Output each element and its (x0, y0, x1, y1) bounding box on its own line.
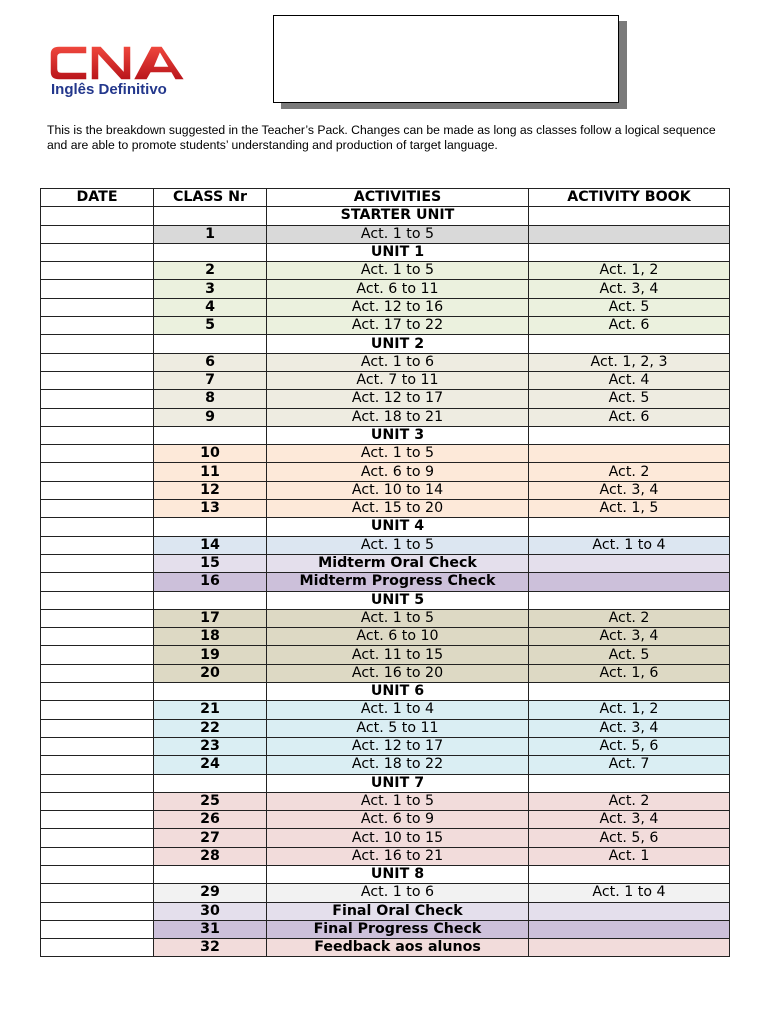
activity-book-cell: Act. 6 (529, 408, 730, 426)
class-nr-cell (154, 683, 267, 701)
class-nr-cell: 9 (154, 408, 267, 426)
activity-book-cell: Act. 5 (529, 298, 730, 316)
activities-cell: Act. 17 to 22 (267, 317, 529, 335)
table-row (41, 811, 730, 829)
activities-cell: Midterm Oral Check (267, 554, 529, 572)
class-nr-cell: 21 (154, 701, 267, 719)
activities-cell: Act. 1 to 5 (267, 792, 529, 810)
class-nr-cell (154, 591, 267, 609)
table-row (41, 609, 730, 627)
activity-book-cell: Act. 2 (529, 463, 730, 481)
table-row (41, 335, 730, 353)
table-row (41, 573, 730, 591)
date-cell (41, 829, 154, 847)
date-cell (41, 536, 154, 554)
table-row (41, 719, 730, 737)
date-cell (41, 737, 154, 755)
activities-cell: Act. 1 to 5 (267, 609, 529, 627)
class-nr-cell: 27 (154, 829, 267, 847)
class-nr-cell: 11 (154, 463, 267, 481)
table-row (41, 518, 730, 536)
class-nr-cell: 20 (154, 664, 267, 682)
date-cell (41, 847, 154, 865)
activity-book-cell (529, 426, 730, 444)
activity-book-cell: Act. 5 (529, 646, 730, 664)
activity-book-cell (529, 902, 730, 920)
activity-book-cell: Act. 5, 6 (529, 737, 730, 755)
header-activities: ACTIVITIES (267, 189, 529, 207)
date-cell (41, 920, 154, 938)
table-row (41, 426, 730, 444)
cna-logo-mark (47, 42, 192, 84)
table-row (41, 865, 730, 883)
activities-cell: Act. 11 to 15 (267, 646, 529, 664)
class-nr-cell: 26 (154, 811, 267, 829)
activity-book-cell: Act. 4 (529, 371, 730, 389)
table-row (41, 628, 730, 646)
date-cell (41, 792, 154, 810)
activity-book-cell (529, 243, 730, 261)
class-nr-cell: 15 (154, 554, 267, 572)
class-nr-cell (154, 774, 267, 792)
activities-cell: UNIT 2 (267, 335, 529, 353)
activities-cell: Feedback aos alunos (267, 939, 529, 957)
date-cell (41, 317, 154, 335)
activities-cell: Act. 1 to 6 (267, 353, 529, 371)
date-cell (41, 335, 154, 353)
activity-book-cell: Act. 5, 6 (529, 829, 730, 847)
table-row (41, 591, 730, 609)
table-row (41, 317, 730, 335)
activities-cell: UNIT 6 (267, 683, 529, 701)
class-nr-cell: 17 (154, 609, 267, 627)
class-nr-cell: 25 (154, 792, 267, 810)
table-row (41, 280, 730, 298)
date-cell (41, 445, 154, 463)
date-cell (41, 518, 154, 536)
intro-paragraph: This is the breakdown suggested in the Teacher’s Pack. Changes can be made as long as classes follow a logical sequence and are able to promote students’ understanding and production of target language. (47, 123, 716, 152)
date-cell (41, 683, 154, 701)
table-row (41, 902, 730, 920)
table-row (41, 463, 730, 481)
activities-cell: Act. 12 to 16 (267, 298, 529, 316)
activity-book-cell: Act. 1, 2 (529, 262, 730, 280)
activity-book-cell: Act. 6 (529, 317, 730, 335)
header-class-nr: CLASS Nr (154, 189, 267, 207)
class-nr-cell: 14 (154, 536, 267, 554)
activity-book-cell: Act. 2 (529, 792, 730, 810)
activities-cell: UNIT 3 (267, 426, 529, 444)
date-cell (41, 207, 154, 225)
class-nr-cell: 3 (154, 280, 267, 298)
date-cell (41, 591, 154, 609)
date-cell (41, 646, 154, 664)
activities-cell: Act. 6 to 11 (267, 280, 529, 298)
table-row (41, 756, 730, 774)
activities-cell: Act. 10 to 14 (267, 481, 529, 499)
table-row (41, 646, 730, 664)
date-cell (41, 884, 154, 902)
table-row (41, 683, 730, 701)
table-row (41, 939, 730, 957)
table-row (41, 408, 730, 426)
activity-book-cell: Act. 1 (529, 847, 730, 865)
activity-book-cell (529, 554, 730, 572)
class-nr-cell (154, 207, 267, 225)
table-row (41, 243, 730, 261)
class-nr-cell: 1 (154, 225, 267, 243)
class-nr-cell: 29 (154, 884, 267, 902)
table-row (41, 445, 730, 463)
table-row (41, 774, 730, 792)
date-cell (41, 609, 154, 627)
class-nr-cell: 10 (154, 445, 267, 463)
date-cell (41, 262, 154, 280)
class-nr-cell: 28 (154, 847, 267, 865)
table-row (41, 701, 730, 719)
table-row (41, 884, 730, 902)
activities-cell: Act. 5 to 11 (267, 719, 529, 737)
date-cell (41, 628, 154, 646)
table-row (41, 298, 730, 316)
class-nr-cell: 2 (154, 262, 267, 280)
header-date: DATE (41, 189, 154, 207)
class-nr-cell: 18 (154, 628, 267, 646)
activity-book-cell: Act. 1, 2, 3 (529, 353, 730, 371)
class-nr-cell (154, 243, 267, 261)
class-nr-cell: 31 (154, 920, 267, 938)
activity-book-cell (529, 683, 730, 701)
activity-book-cell: Act. 1 to 4 (529, 884, 730, 902)
activity-book-cell: Act. 1 to 4 (529, 536, 730, 554)
class-nr-cell: 24 (154, 756, 267, 774)
activity-book-cell: Act. 1, 5 (529, 500, 730, 518)
activities-cell: UNIT 7 (267, 774, 529, 792)
date-cell (41, 225, 154, 243)
table-row (41, 554, 730, 572)
class-breakdown-table (40, 188, 730, 957)
logo-subtitle: Inglês Definitivo (51, 81, 167, 98)
activity-book-cell: Act. 1, 6 (529, 664, 730, 682)
class-nr-cell: 32 (154, 939, 267, 957)
activities-cell: Act. 12 to 17 (267, 390, 529, 408)
date-cell (41, 243, 154, 261)
activity-book-cell: Act. 3, 4 (529, 628, 730, 646)
class-nr-cell (154, 865, 267, 883)
activities-cell: Act. 12 to 17 (267, 737, 529, 755)
table-row (41, 262, 730, 280)
date-cell (41, 280, 154, 298)
activities-cell: STARTER UNIT (267, 207, 529, 225)
activity-book-cell (529, 518, 730, 536)
date-cell (41, 939, 154, 957)
activities-cell: Act. 18 to 21 (267, 408, 529, 426)
activities-cell: Act. 6 to 9 (267, 811, 529, 829)
date-cell (41, 353, 154, 371)
activities-cell: Act. 15 to 20 (267, 500, 529, 518)
table-row (41, 390, 730, 408)
activity-book-cell: Act. 1, 2 (529, 701, 730, 719)
activities-cell: Act. 6 to 10 (267, 628, 529, 646)
table-row (41, 371, 730, 389)
activities-cell: UNIT 8 (267, 865, 529, 883)
class-nr-cell: 6 (154, 353, 267, 371)
class-nr-cell (154, 335, 267, 353)
class-nr-cell: 5 (154, 317, 267, 335)
date-cell (41, 902, 154, 920)
activity-book-cell (529, 865, 730, 883)
table-row (41, 792, 730, 810)
activity-book-cell (529, 573, 730, 591)
activity-book-cell: Act. 3, 4 (529, 719, 730, 737)
activity-book-cell (529, 207, 730, 225)
activities-cell: Act. 7 to 11 (267, 371, 529, 389)
class-nr-cell: 8 (154, 390, 267, 408)
activities-cell: Act. 1 to 4 (267, 701, 529, 719)
activities-cell: Final Progress Check (267, 920, 529, 938)
activity-book-cell (529, 939, 730, 957)
activity-book-cell (529, 774, 730, 792)
class-nr-cell: 4 (154, 298, 267, 316)
cna-logo (47, 42, 192, 102)
date-cell (41, 500, 154, 518)
date-cell (41, 756, 154, 774)
activities-cell: Act. 1 to 6 (267, 884, 529, 902)
table-row (41, 829, 730, 847)
activity-book-cell: Act. 5 (529, 390, 730, 408)
activities-cell: Act. 10 to 15 (267, 829, 529, 847)
table-row (41, 353, 730, 371)
table-row (41, 847, 730, 865)
activity-book-cell: Act. 3, 4 (529, 811, 730, 829)
activities-cell: Final Oral Check (267, 902, 529, 920)
activity-book-cell: Act. 3, 4 (529, 280, 730, 298)
date-cell (41, 481, 154, 499)
table-row (41, 207, 730, 225)
table-row (41, 536, 730, 554)
activity-book-cell (529, 445, 730, 463)
table-row (41, 737, 730, 755)
table-row (41, 481, 730, 499)
activities-cell: UNIT 4 (267, 518, 529, 536)
table-header-row (41, 189, 730, 207)
activities-cell: Midterm Progress Check (267, 573, 529, 591)
activities-cell: Act. 6 to 9 (267, 463, 529, 481)
activity-book-cell (529, 591, 730, 609)
date-cell (41, 811, 154, 829)
activity-book-cell (529, 225, 730, 243)
activity-book-cell (529, 335, 730, 353)
date-cell (41, 573, 154, 591)
date-cell (41, 408, 154, 426)
activities-cell: Act. 1 to 5 (267, 225, 529, 243)
date-cell (41, 664, 154, 682)
class-nr-cell (154, 426, 267, 444)
activities-cell: UNIT 5 (267, 591, 529, 609)
header-activity-book: ACTIVITY BOOK (529, 189, 730, 207)
date-cell (41, 701, 154, 719)
class-nr-cell: 23 (154, 737, 267, 755)
activity-book-cell: Act. 3, 4 (529, 481, 730, 499)
blank-name-box (273, 15, 619, 103)
date-cell (41, 463, 154, 481)
class-nr-cell: 30 (154, 902, 267, 920)
class-nr-cell: 7 (154, 371, 267, 389)
activities-cell: Act. 1 to 5 (267, 262, 529, 280)
table-row (41, 225, 730, 243)
date-cell (41, 554, 154, 572)
date-cell (41, 371, 154, 389)
activity-book-cell: Act. 7 (529, 756, 730, 774)
date-cell (41, 865, 154, 883)
class-nr-cell (154, 518, 267, 536)
date-cell (41, 390, 154, 408)
class-nr-cell: 12 (154, 481, 267, 499)
activity-book-cell (529, 920, 730, 938)
table-row (41, 664, 730, 682)
activities-cell: Act. 16 to 21 (267, 847, 529, 865)
class-nr-cell: 13 (154, 500, 267, 518)
activities-cell: Act. 16 to 20 (267, 664, 529, 682)
table-row (41, 920, 730, 938)
class-nr-cell: 19 (154, 646, 267, 664)
activities-cell: Act. 18 to 22 (267, 756, 529, 774)
class-nr-cell: 22 (154, 719, 267, 737)
date-cell (41, 298, 154, 316)
table-row (41, 500, 730, 518)
date-cell (41, 719, 154, 737)
date-cell (41, 426, 154, 444)
class-nr-cell: 16 (154, 573, 267, 591)
date-cell (41, 774, 154, 792)
activities-cell: UNIT 1 (267, 243, 529, 261)
activities-cell: Act. 1 to 5 (267, 536, 529, 554)
activity-book-cell: Act. 2 (529, 609, 730, 627)
activities-cell: Act. 1 to 5 (267, 445, 529, 463)
